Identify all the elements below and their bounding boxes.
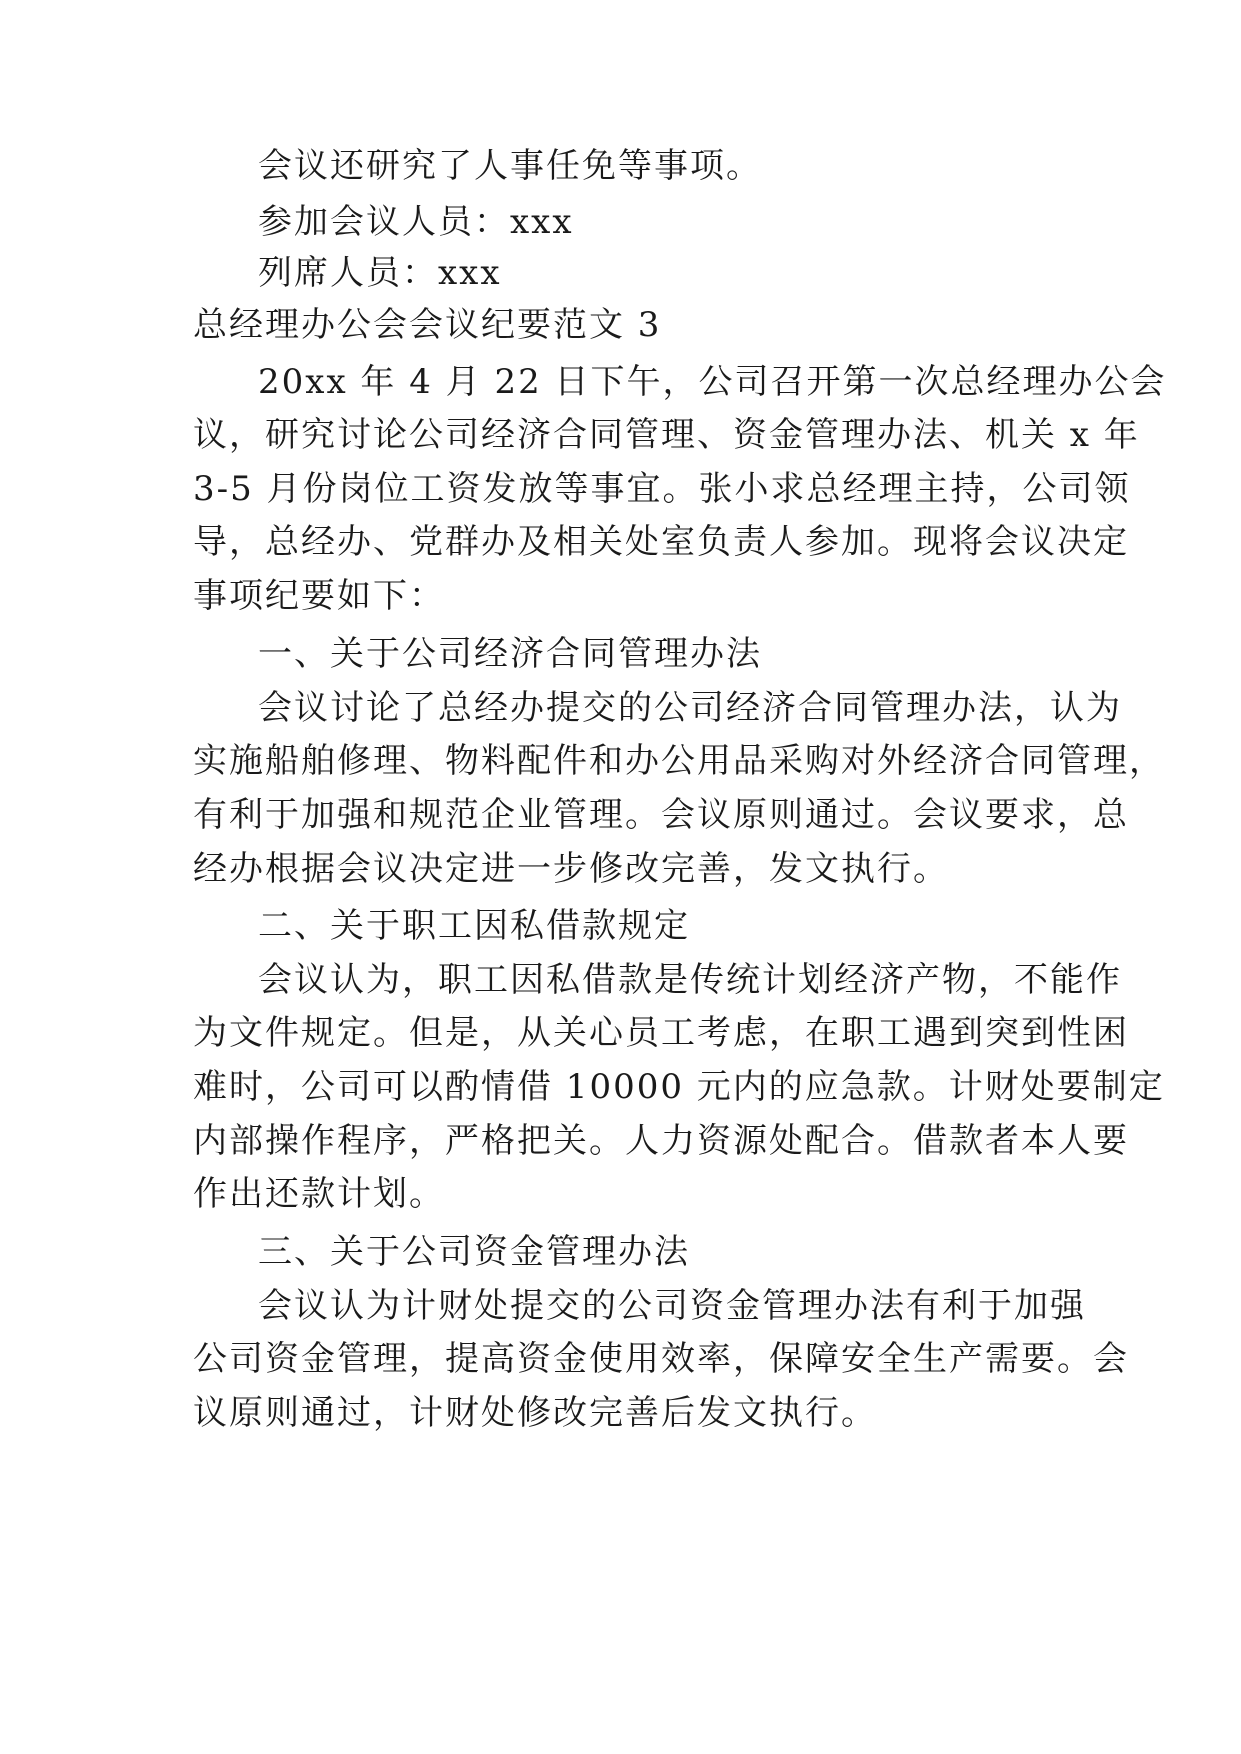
paragraph-line: 实施船舶修理、物料配件和办公用品采购对外经济合同管理， — [193, 741, 1165, 781]
section-title: 总经理办公会会议纪要范文 3 — [193, 305, 662, 345]
paragraph-line: 议，研究讨论公司经济合同管理、资金管理办法、机关 x 年 — [193, 415, 1140, 455]
paragraph-line: 会议讨论了总经办提交的公司经济合同管理办法，认为 — [258, 688, 1122, 728]
paragraph-line: 参加会议人员：xxx — [258, 202, 574, 242]
paragraph-line: 列席人员：xxx — [258, 253, 502, 293]
paragraph-line: 作出还款计划。 — [193, 1174, 445, 1214]
paragraph-line: 导，总经办、党群办及相关处室负责人参加。现将会议决定 — [193, 522, 1129, 562]
subheading: 一、关于公司经济合同管理办法 — [258, 634, 762, 674]
paragraph-line: 会议认为，职工因私借款是传统计划经济产物，不能作 — [258, 960, 1122, 1000]
paragraph-line: 为文件规定。但是，从关心员工考虑，在职工遇到突到性困 — [193, 1013, 1129, 1053]
paragraph-line: 事项纪要如下： — [193, 576, 445, 616]
paragraph-line: 3-5 月份岗位工资发放等事宜。张小求总经理主持，公司领 — [193, 469, 1131, 509]
paragraph-line: 20xx 年 4 月 22 日下午，公司召开第一次总经理办公会 — [258, 362, 1167, 402]
paragraph-line: 难时，公司可以酌情借 10000 元内的应急款。计财处要制定 — [193, 1067, 1165, 1107]
subheading: 三、关于公司资金管理办法 — [258, 1232, 690, 1272]
paragraph-line: 内部操作程序，严格把关。人力资源处配合。借款者本人要 — [193, 1121, 1129, 1161]
paragraph-line: 公司资金管理，提高资金使用效率，保障安全生产需要。会 — [193, 1339, 1129, 1379]
subheading: 二、关于职工因私借款规定 — [258, 906, 690, 946]
paragraph-line: 议原则通过，计财处修改完善后发文执行。 — [193, 1393, 877, 1433]
paragraph-line: 会议还研究了人事任免等事项。 — [258, 146, 762, 186]
paragraph-line: 经办根据会议决定进一步修改完善，发文执行。 — [193, 849, 949, 889]
paragraph-line: 有利于加强和规范企业管理。会议原则通过。会议要求，总 — [193, 795, 1129, 835]
paragraph-line: 会议认为计财处提交的公司资金管理办法有利于加强 — [258, 1286, 1086, 1326]
